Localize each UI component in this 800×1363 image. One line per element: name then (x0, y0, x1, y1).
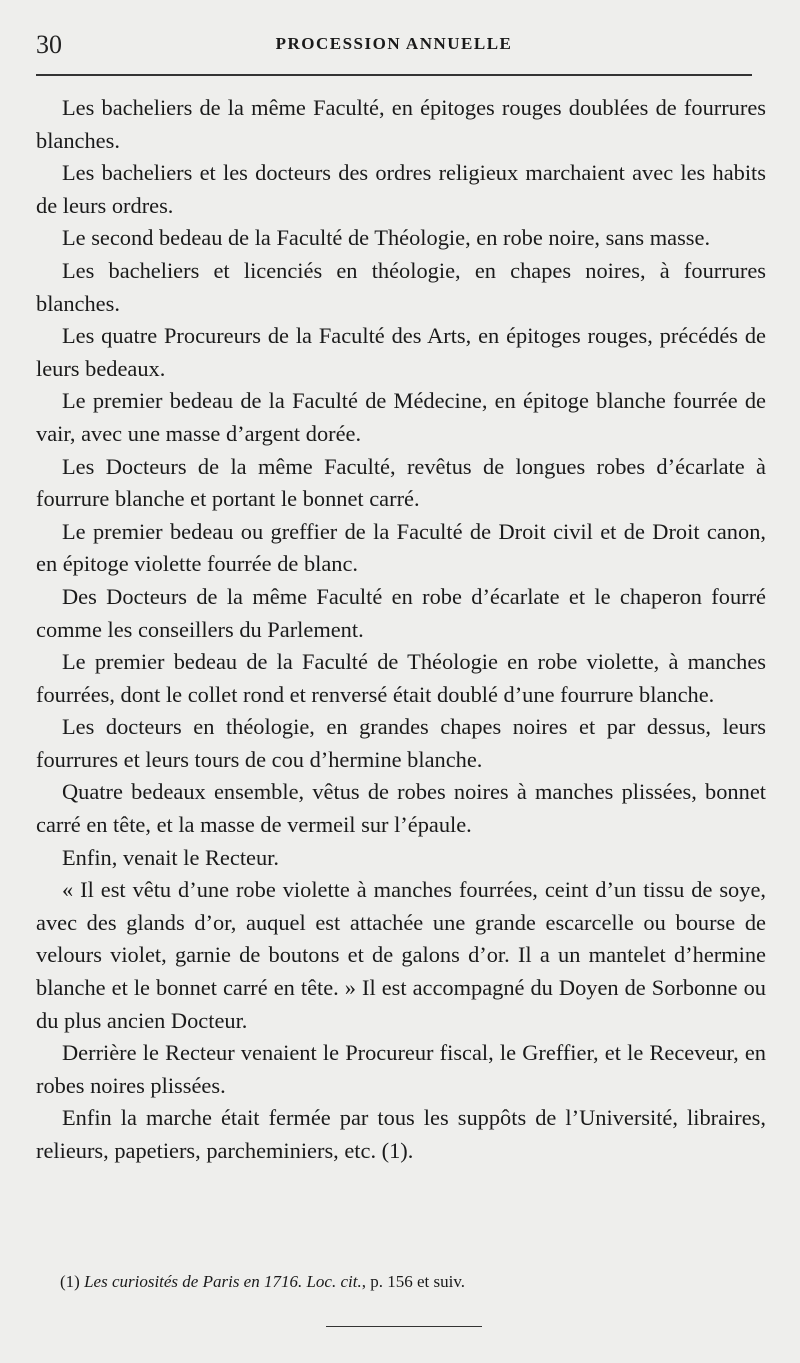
paragraph: Les bacheliers de la même Faculté, en épitoges rouges doublées de fourrures blanches. (36, 95, 766, 153)
paragraph: Les Docteurs de la même Faculté, revêtus de longues robes d’écarlate à fourrure blanche et portant le bonnet carré. (36, 453, 766, 512)
body-text (36, 92, 766, 1168)
footnote-reference: , p. 156 et suiv. (361, 1272, 465, 1291)
footnote-title: Les curiosités de Paris en 1716. Loc. cit. (84, 1272, 362, 1291)
paragraph: Enfin, venait le Recteur. (62, 844, 279, 870)
paragraph: Le premier bedeau de la Faculté de Théologie en robe violette, à manches fourrées, dont le collet rond et renversé était doublé d’une fourrure blanche. (36, 649, 766, 707)
paragraph: Les bacheliers et licenciés en théologie, en chapes noires, à fourrures blanches. (36, 257, 766, 316)
paragraph: Le premier bedeau ou greffier de la Faculté de Droit civil et de Droit canon, en épitoge violette fourrée de blanc. (36, 518, 766, 577)
paragraph: Les quatre Procureurs de la Faculté des Arts, en épitoges rouges, précédés de leurs bedeaux. (36, 323, 766, 381)
paragraph: « Il est vêtu d’une robe violette à manches fourrées, ceint d’un tissu de soye, avec des glands d’or, auquel est attachée une grande escarcelle ou bourse de velours violet, garnie de boutons et de galons d’or. Il a un mantelet d’hermine blanche et le bonnet carré en tête. » Il est accompagné du Doyen de Sorbonne ou du plus ancien Docteur. (36, 877, 766, 1033)
paragraph: Les bacheliers et les docteurs des ordres religieux marchaient avec les habits de leurs ordres. (36, 160, 766, 218)
page-number: 30 (36, 30, 62, 59)
footnote-marker: (1) (60, 1272, 80, 1291)
paragraph: Le second bedeau de la Faculté de Théologie, en robe noire, sans masse. (62, 225, 711, 251)
footnote (60, 1272, 766, 1292)
paragraph: Quatre bedeaux ensemble, vêtus de robes noires à manches plissées, bonnet carré en tête, et la masse de vermeil sur l’épaule. (36, 779, 766, 838)
paragraph: Les docteurs en théologie, en grandes chapes noires et par dessus, leurs fourrures et leurs tours de cou d’hermine blanche. (36, 714, 766, 772)
paragraph: Des Docteurs de la même Faculté en robe d’écarlate et le chaperon fourré comme les conseillers du Parlement. (36, 583, 766, 642)
running-title: PROCESSION ANNUELLE (275, 34, 513, 53)
bottom-rule (326, 1326, 482, 1327)
paragraph: Le premier bedeau de la Faculté de Médecine, en épitoge blanche fourrée de vair, avec une masse d’argent dorée. (36, 388, 766, 446)
header-rule (36, 74, 752, 76)
paragraph: Enfin la marche était fermée par tous les suppôts de l’Université, libraires, relieurs, papetiers, parcheminiers, etc. (1). (36, 1105, 766, 1163)
page-header (36, 30, 752, 60)
paragraph: Derrière le Recteur venaient le Procureur fiscal, le Greffier, et le Receveur, en robes noires plissées. (36, 1040, 766, 1098)
